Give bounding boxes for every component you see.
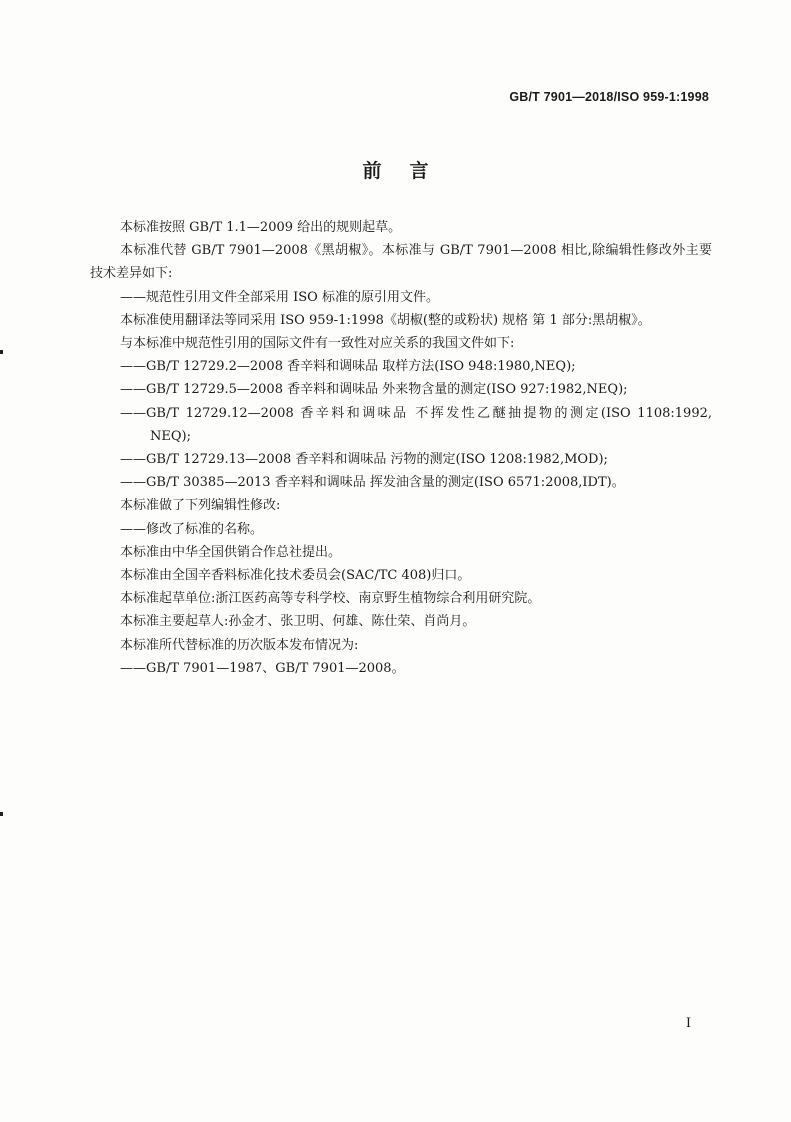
list-item-continuation: NEQ);: [150, 428, 191, 444]
standard-code: GB/T 7901—2018/ISO 959-1:1998: [509, 90, 709, 104]
page-title: 前言: [362, 160, 457, 182]
list-item: ——规范性引用文件全部采用 ISO 标准的原引用文件。: [120, 289, 439, 305]
paragraph-line: 本标准主要起草人:孙金才、张卫明、何雄、陈仕荣、肖尚月。: [120, 614, 476, 630]
paragraph-line: 与本标准中规范性引用的国际文件有一致性对应关系的我国文件如下:: [120, 336, 515, 352]
list-item: ——GB/T 30385—2013 香辛料和调味品 挥发油含量的测定(ISO 6571:2008,IDT)。: [120, 475, 625, 491]
list-item: ——GB/T 7901—1987、GB/T 7901—2008。: [120, 660, 405, 676]
paragraph-line: 本标准起草单位:浙江医药高等专科学校、南京野生植物综合利用研究院。: [120, 591, 541, 607]
page-number: I: [685, 1016, 691, 1031]
paragraph-line: 本标准做了下列编辑性修改:: [120, 498, 281, 514]
paragraph-line: 本标准使用翻译法等同采用 ISO 959-1:1998《胡椒(整的或粉状) 规格 第 1 部分:黑胡椒》。: [120, 312, 651, 328]
scan-mark: [0, 812, 3, 816]
paragraph-line: 本标准由全国辛香料标准化技术委员会(SAC/TC 408)归口。: [120, 568, 471, 584]
list-item: ——GB/T 12729.5—2008 香辛料和调味品 外来物含量的测定(ISO 927:1982,NEQ);: [120, 382, 628, 398]
paragraph-line: 本标准代替 GB/T 7901—2008《黑胡椒》。本标准与 GB/T 7901—2008 相比,除编辑性修改外主要: [120, 243, 712, 259]
list-item: ——GB/T 12729.2—2008 香辛料和调味品 取样方法(ISO 948:1980,NEQ);: [120, 359, 576, 375]
scan-mark: [0, 350, 3, 354]
list-item: ——GB/T 12729.12—2008 香辛料和调味品 不挥发性乙醚抽提物的测定(ISO 1108:1992,: [120, 405, 712, 421]
preface-body: [90, 216, 712, 680]
list-item: ——修改了标准的名称。: [120, 521, 264, 537]
list-item: ——GB/T 12729.13—2008 香辛料和调味品 污物的测定(ISO 1208:1982,MOD);: [120, 452, 608, 468]
paragraph-line: 本标准所代替标准的历次版本发布情况为:: [120, 637, 359, 653]
paragraph-line: 本标准由中华全国供销合作总社提出。: [120, 544, 342, 560]
paragraph-line: 本标准按照 GB/T 1.1—2009 给出的规则起草。: [120, 220, 402, 235]
paragraph-line: 技术差异如下:: [90, 266, 173, 282]
